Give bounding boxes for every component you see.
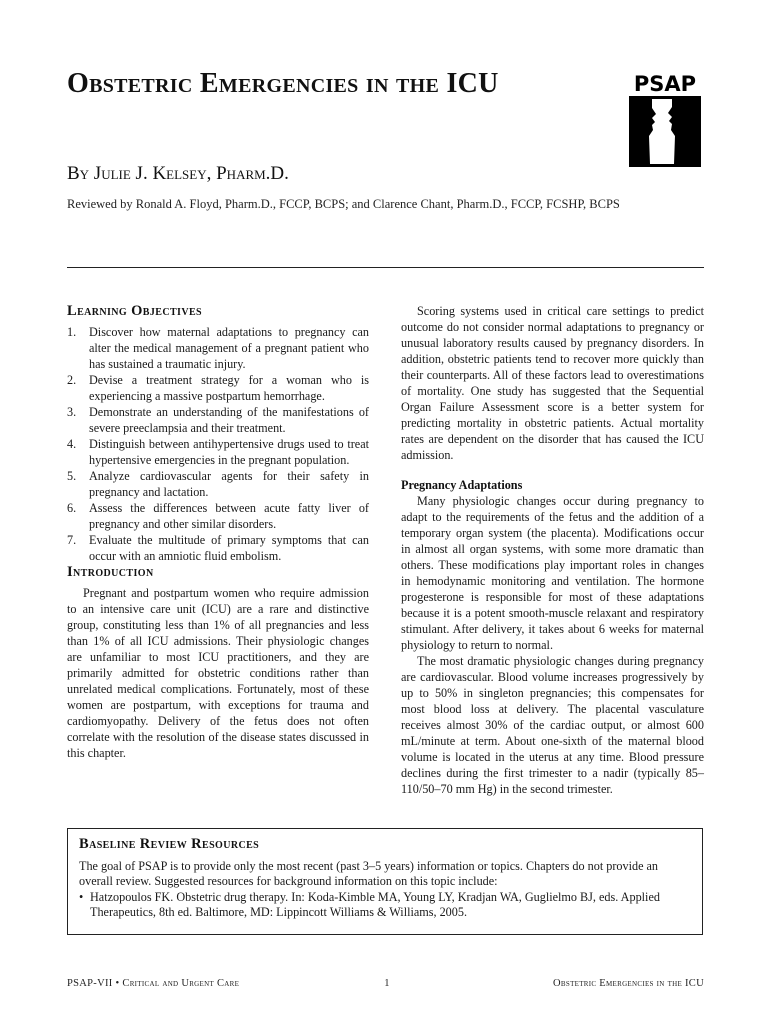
objective-item: 4. Distinguish between antihypertensive drugs used to treat hypertensive emergencies in the pregnant population. [67, 437, 369, 467]
right-column [401, 303, 704, 797]
objective-item: 7. Evaluate the multitude of primary symptoms that can occur with an amniotic fluid embolism. [67, 533, 369, 563]
page-number: 1 [384, 978, 390, 989]
resource-text: Hatzopoulos FK. Obstetric drug therapy. In: Koda-Kimble MA, Young LY, Kradjan WA, Guglielmo BJ, eds. Applied Therapeutics, 8th ed. Baltimore, MD: Lippincott Williams & Williams, 2005. [90, 889, 660, 919]
scoring-paragraph: Scoring systems used in critical care settings to predict outcome do not consider normal adaptations to pregnancy or unusual laboratory results caused by pregnancy disorders. In addition, obstetric patients tend to recover more quickly than their counterparts. All of these factors lead to overestimations of mortality. One study has suggested that the Sequential Organ Failure Assessment score is a better system for predicting mortality in obstetric patients. Actual mortality rates are dependent on the disorder that has caused the ICU admission. [401, 304, 704, 462]
pregnancy-adaptations-heading: Pregnancy Adaptations [401, 478, 523, 492]
header-divider [67, 267, 704, 268]
adaptations-paragraph: Many physiologic changes occur during pregnancy to adapt to the requirements of the fetus and the addition of a temporary organ system (the placenta). Modifications occur in almost all organ systems, with some more dramatic than others. These modifications play important roles in changes in hemodynamic monitoring and ventilation. The hormone progesterone is responsible for most of these adaptations because it is a potent smooth-muscle relaxant and respiratory stimulant. After delivery, it takes about 6 weeks for maternal physiology to return to normal. [401, 494, 704, 652]
reviewer-line: Reviewed by Ronald A. Floyd, Pharm.D., FCCP, BCPS; and Clarence Chant, Pharm.D., FCCP, FCSHP, BCPS [67, 197, 620, 211]
introduction-paragraph: Pregnant and postpartum women who require admission to an intensive care unit (ICU) are a rare and distinctive group, constituting less than 1% of all pregnancies and less than 1% of all ICU admissions. Their physiologic changes are unfamiliar to most ICU practitioners, and they are primarily admitted for obstetric conditions rather than unrelated medical complications. Fortunately, most of these women are postpartum, with exceptions for trauma and cardiomyopathy. Delivery of the fetus does not often correlate with the resolution of the disease states discussed in this chapter. [67, 586, 369, 760]
footer-chapter-title: Obstetric Emergencies in the ICU [553, 978, 704, 989]
objective-item: 1. Discover how maternal adaptations to pregnancy can alter the medical management of a pregnant patient who has sustained a traumatic injury. [67, 325, 369, 371]
resource-item [79, 890, 691, 921]
baseline-heading: Baseline Review Resources [79, 836, 260, 852]
author-line: By Julie J. Kelsey, Pharm.D. [67, 163, 289, 184]
objective-item: 6. Assess the differences between acute fatty liver of pregnancy and other similar disorders. [67, 501, 369, 531]
resource-list [79, 890, 691, 921]
footer-publication: PSAP-VII • Critical and Urgent Care [67, 978, 240, 989]
objectives-list [67, 324, 369, 564]
logo-text: PSAP [633, 72, 697, 96]
baseline-text: The goal of PSAP is to provide only the most recent (past 3–5 years) information or topics. Chapters do not provide an overall review. Suggested resources for background information on this topic include: [79, 858, 659, 888]
objectives-heading: Learning Objectives [67, 303, 202, 319]
objective-item: 2. Devise a treatment strategy for a woman who is experiencing a massive postpartum hemorrhage. [67, 373, 369, 403]
baseline-review-box [67, 828, 703, 935]
psap-logo [628, 72, 702, 168]
cardiovascular-paragraph: The most dramatic physiologic changes during pregnancy are cardiovascular. Blood volume increases progressively by up to 50% in singleton pregnancies; this compensates for most blood loss at delivery. The placental vasculature receives almost 30% of the cardiac output, or almost 600 mL/minute at term. About one-sixth of the maternal blood volume is located in the uterus at any time. Blood pressure declines during the first trimester to a nadir (typically 85–110/50–70 mm Hg) in the second trimester. [401, 654, 704, 796]
introduction-heading: Introduction [67, 564, 154, 580]
objective-item: 3. Demonstrate an understanding of the manifestations of severe preeclampsia and their treatment. [67, 405, 369, 435]
bullet: • [79, 889, 84, 904]
left-column [67, 303, 369, 761]
page-title: Obstetric Emergencies in the ICU [67, 68, 499, 99]
objective-item: 5. Analyze cardiovascular agents for their safety in pregnancy and lactation. [67, 469, 369, 499]
